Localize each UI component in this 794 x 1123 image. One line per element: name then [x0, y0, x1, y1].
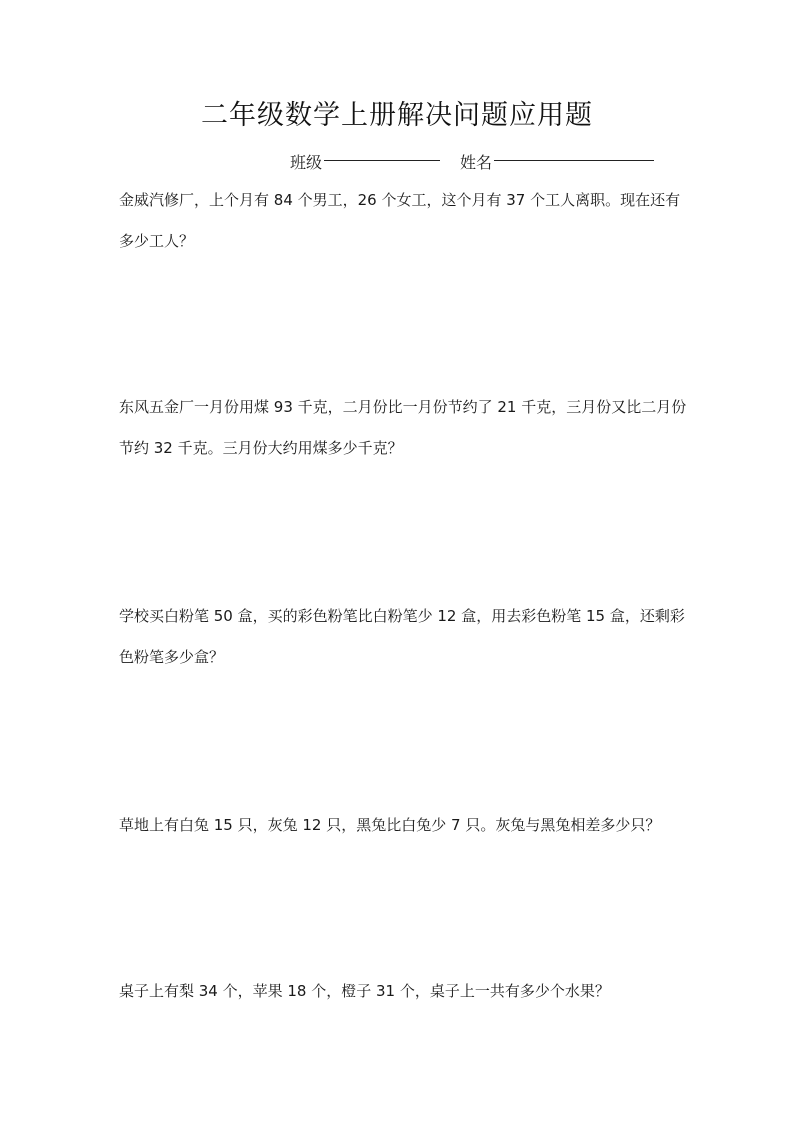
- class-field: [290, 150, 440, 173]
- class-blank-line[interactable]: [324, 160, 440, 161]
- name-field: [460, 150, 654, 173]
- student-info-fields: [290, 148, 654, 174]
- question-3: 学校买白粉笔 50 盒，买的彩色粉笔比白粉笔少 12 盒，用去彩色粉笔 15 盒，还剩彩色粉笔多少盒？: [119, 607, 685, 666]
- page-title: 二年级数学上册解决问题应用题: [201, 100, 593, 131]
- question-4: 草地上有白兔 15 只，灰兔 12 只，黑兔比白兔少 7 只。灰兔与黑兔相差多少只？: [119, 816, 661, 834]
- name-blank-line[interactable]: [494, 160, 654, 161]
- question-2: 东风五金厂一月份用煤 93 千克，二月份比一月份节约了 21 千克，三月份又比二月份节约 32 千克。三月份大约用煤多少千克？: [119, 398, 687, 457]
- class-label: 班级: [290, 152, 323, 172]
- question-5: 桌子上有梨 34 个，苹果 18 个，橙子 31 个，桌子上一共有多少个水果？: [119, 982, 610, 1000]
- name-label: 姓名: [460, 152, 493, 172]
- question-1: 金威汽修厂，上个月有 84 个男工，26 个女工，这个月有 37 个工人离职。现在还有多少工人？: [119, 191, 681, 250]
